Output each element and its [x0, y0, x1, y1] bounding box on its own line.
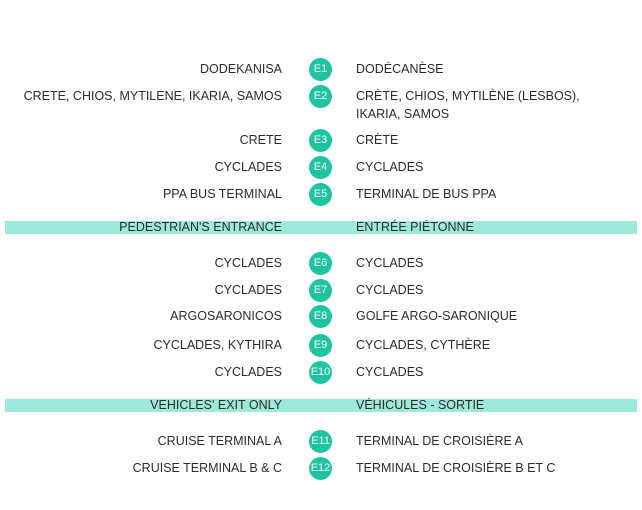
- gate-destination-en: PPA BUS TERMINAL: [162, 187, 282, 201]
- vehicles-exit-bar: [5, 399, 637, 412]
- gate-destination-fr: CYCLADES: [356, 256, 424, 270]
- pedestrian-entrance-bar: [5, 221, 637, 234]
- bar-label-en: VEHICLES' EXIT ONLY: [150, 398, 282, 412]
- gate-badge: E5: [309, 183, 332, 206]
- gate-badge: E8: [309, 305, 332, 328]
- gate-destination-en: CRETE, CHIOS, MYTILENE, IKARIA, SAMOS: [23, 89, 282, 103]
- gate-destination-en: DODEKANISA: [200, 62, 282, 76]
- bar-label-fr: VÉHICULES - SORTIE: [356, 398, 485, 412]
- gate-destination-en: CYCLADES: [214, 256, 282, 270]
- bar-label-en: PEDESTRIAN'S ENTRANCE: [119, 220, 282, 234]
- gate-badge: E2: [309, 85, 332, 108]
- gate-destination-fr: GOLFE ARGO-SARONIQUE: [356, 309, 518, 323]
- gate-destination-en: CYCLADES: [214, 283, 282, 297]
- gate-destination-fr: TERMINAL DE BUS PPA: [356, 187, 497, 201]
- gate-destination-en: CYCLADES: [214, 365, 282, 379]
- gate-destination-fr: TERMINAL DE CROISIÈRE A: [356, 434, 523, 448]
- gate-badge: E4: [309, 156, 332, 179]
- gate-destination-fr: CYCLADES: [356, 283, 424, 297]
- bar-label-fr: ENTRÉE PIÉTONNE: [356, 220, 474, 234]
- gate-badge: E11: [309, 430, 332, 453]
- gate-destination-en: CRETE: [239, 133, 282, 147]
- gate-badge: E12: [309, 457, 332, 480]
- gate-destination-fr: CYCLADES, CYTHÈRE: [356, 338, 491, 352]
- gate-destination-fr: CYCLADES: [356, 160, 424, 174]
- gate-badge: E9: [309, 334, 332, 357]
- gate-destination-en: CRUISE TERMINAL B & C: [132, 461, 282, 475]
- gate-destination-fr: CRÈTE, CHIOS, MYTILÈNE (LESBOS), IKARIA, SAMOS: [356, 89, 580, 121]
- gate-badge: E3: [309, 129, 332, 152]
- gate-badge: E6: [309, 252, 332, 275]
- gate-destination-en: ARGOSARONICOS: [170, 309, 282, 323]
- gate-destination-fr: CYCLADES: [356, 365, 424, 379]
- gate-badge: E10: [309, 361, 332, 384]
- gate-destination-en: CYCLADES: [214, 160, 282, 174]
- gate-destination-fr: DODÉCANÈSE: [356, 62, 444, 76]
- gate-destination-en: CRUISE TERMINAL A: [157, 434, 282, 448]
- gate-badge: E7: [309, 279, 332, 302]
- gate-destination-fr: TERMINAL DE CROISIÈRE B ET C: [356, 461, 556, 475]
- gate-destination-fr: CRÈTE: [356, 133, 399, 147]
- gate-badge: E1: [309, 58, 332, 81]
- gate-destination-en: CYCLADES, KYTHIRA: [153, 338, 282, 352]
